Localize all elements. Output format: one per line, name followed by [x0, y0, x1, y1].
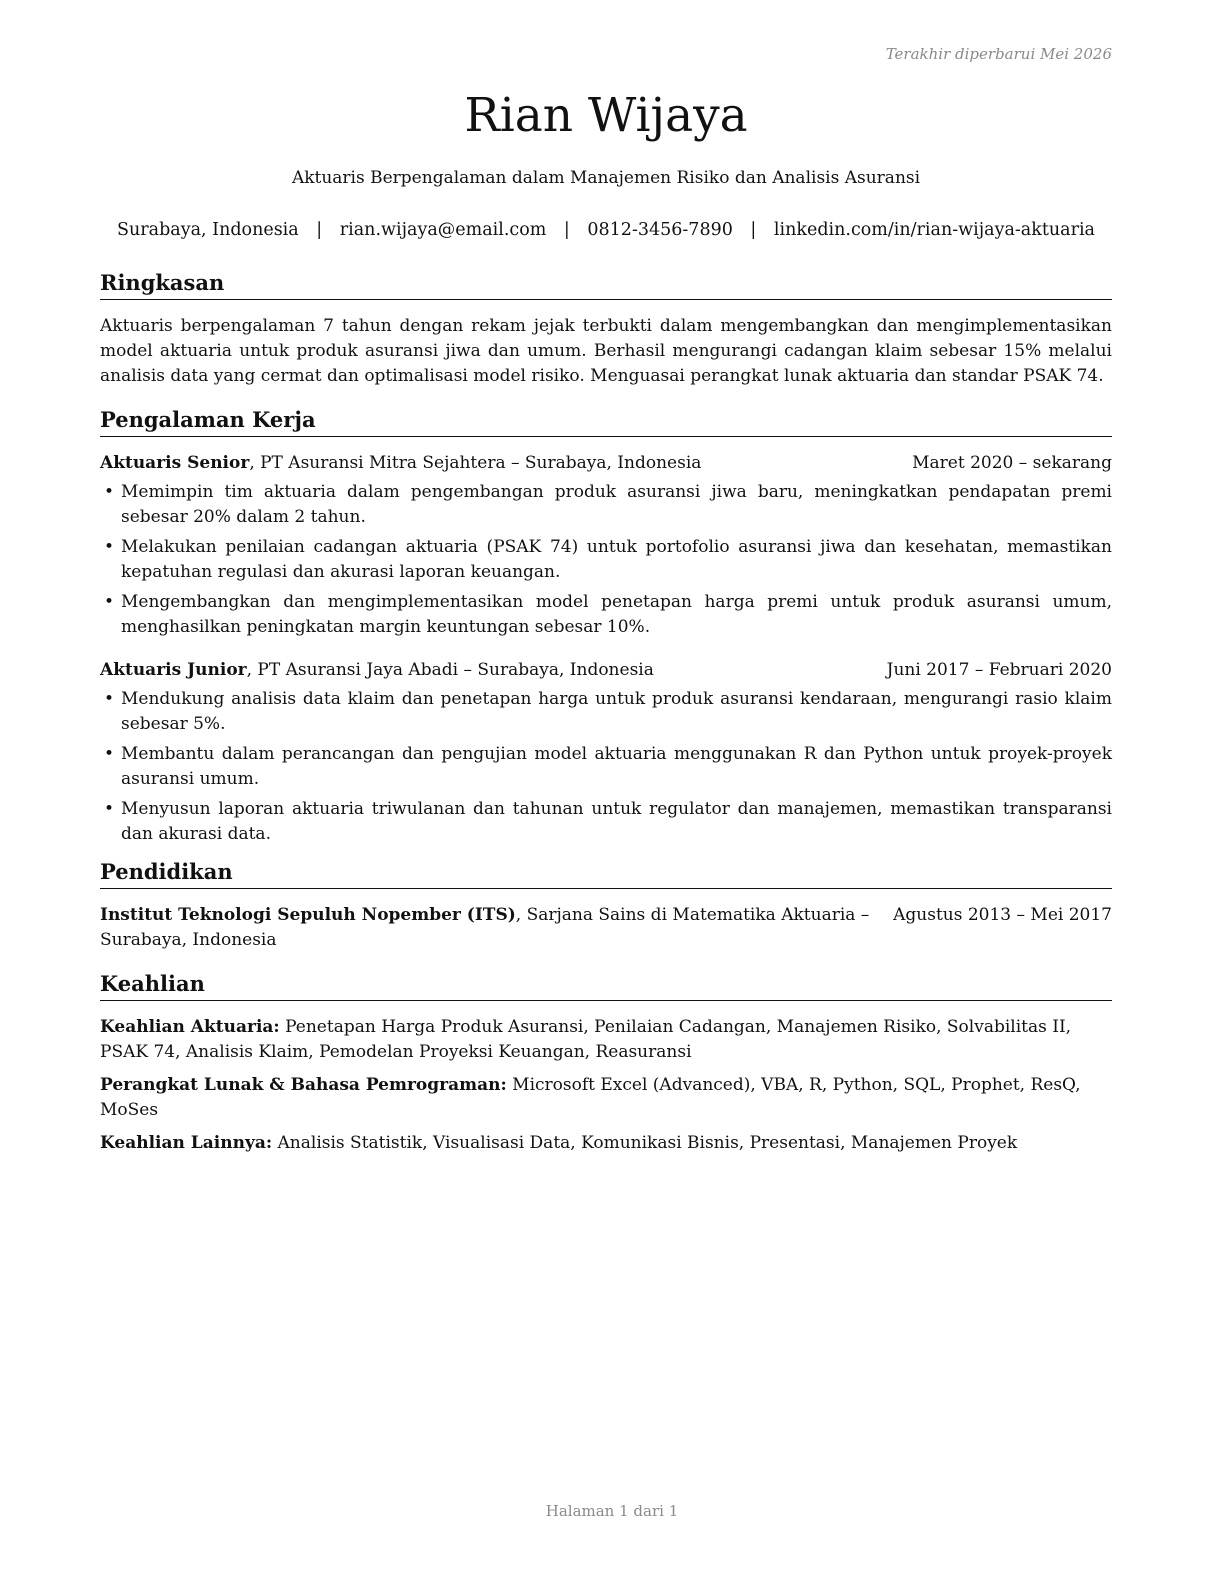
contact-line: [100, 220, 1112, 240]
skill-value: Penetapan Harga Produk Asuransi, Penilaian Cadangan, Manajemen Risiko, Solvabilitas II, PSAK 74, Analisis Klaim, Pemodelan Proyeksi Keuangan, Reasuransi: [100, 1017, 1072, 1062]
contact-separator: |: [563, 220, 570, 240]
job-dates: Maret 2020 – sekarang: [912, 453, 1112, 473]
skill-value: Analisis Statistik, Visualisasi Data, Komunikasi Bisnis, Presentasi, Manajemen Proyek: [272, 1133, 1018, 1153]
education-degree: , Sarjana Sains di Matematika Aktuaria – Surabaya, Indonesia: [100, 905, 870, 950]
skill-line: [100, 1131, 1112, 1156]
education-section: [100, 857, 1112, 953]
contact-separator: |: [750, 220, 757, 240]
page-number: Halaman 1 dari 1: [545, 1502, 679, 1520]
job-bullet: [100, 535, 1112, 585]
summary-section: [100, 268, 1112, 389]
skill-label: Perangkat Lunak & Bahasa Pemrograman:: [100, 1075, 507, 1095]
job-bullet: [100, 590, 1112, 640]
skill-value: Microsoft Excel (Advanced), VBA, R, Python, SQL, Prophet, ResQ, MoSes: [100, 1075, 1081, 1120]
job-bullet: [100, 797, 1112, 847]
job-dates: Juni 2017 – Februari 2020: [886, 660, 1112, 680]
resume-body: [100, 268, 1112, 1156]
last-updated-note: Terakhir diperbarui Mei 2026: [885, 45, 1112, 63]
skill-label: Keahlian Aktuaria:: [100, 1017, 280, 1037]
job-bullets: [100, 687, 1112, 847]
education-institution: Institut Teknologi Sepuluh Nopember (ITS): [100, 905, 516, 925]
job-bullet-text: Menyusun laporan aktuaria triwulanan dan tahunan untuk regulator dan manajemen, memastikan transparansi dan akurasi data.: [121, 799, 1112, 844]
skill-label: Keahlian Lainnya:: [100, 1133, 273, 1153]
contact-separator: |: [316, 220, 323, 240]
skill-line: [100, 1015, 1112, 1065]
job-header: [100, 451, 1112, 476]
section-title-skills: Keahlian: [100, 969, 1112, 1001]
job-bullet-text: Melakukan penilaian cadangan aktuaria (PSAK 74) untuk portofolio asuransi jiwa dan kesehatan, memastikan kepatuhan regulasi dan akurasi laporan keuangan.: [121, 537, 1112, 582]
resume-page: [100, 0, 1112, 1584]
job-bullet-text: Membantu dalam perancangan dan pengujian model aktuaria menggunakan R dan Python untuk proyek-proyek asuransi umum.: [121, 744, 1112, 789]
bullet-icon: •: [104, 744, 115, 764]
bullet-icon: •: [104, 799, 115, 819]
section-title-education: Pendidikan: [100, 857, 1112, 889]
contact-location: Surabaya, Indonesia: [117, 220, 299, 240]
job-bullet-text: Mendukung analisis data klaim dan penetapan harga untuk produk asuransi kendaraan, mengurangi rasio klaim sebesar 5%.: [121, 689, 1112, 734]
job-title-line: [100, 658, 654, 683]
education-detail: [100, 903, 880, 953]
job-title-line: [100, 451, 701, 476]
skill-line: [100, 1073, 1112, 1123]
bullet-icon: •: [104, 592, 115, 612]
headline: Aktuaris Berpengalaman dalam Manajemen Risiko dan Analisis Asuransi: [291, 168, 921, 188]
job-role: Aktuaris Senior: [100, 453, 250, 473]
bullet-icon: •: [104, 482, 115, 502]
job-role: Aktuaris Junior: [100, 660, 247, 680]
contact-email[interactable]: rian.wijaya@email.com: [339, 220, 547, 240]
job-bullet: [100, 742, 1112, 792]
job-bullet-text: Mengembangkan dan mengimplementasikan model penetapan harga premi untuk produk asuransi umum, menghasilkan peningkatan margin keuntungan sebesar 10%.: [121, 592, 1112, 637]
job-company: , PT Asuransi Jaya Abadi – Surabaya, Indonesia: [246, 660, 654, 680]
job-bullet: [100, 687, 1112, 737]
experience-section: [100, 405, 1112, 847]
job-bullets: [100, 480, 1112, 640]
contact-phone: 0812-3456-7890: [587, 220, 733, 240]
job-bullet: [100, 480, 1112, 530]
section-title-experience: Pengalaman Kerja: [100, 405, 1112, 437]
summary-text: Aktuaris berpengalaman 7 tahun dengan rekam jejak terbukti dalam mengembangkan dan mengimplementasikan model aktuaria untuk produk asuransi jiwa dan umum. Berhasil mengurangi cadangan klaim sebesar 15% melalui analisis data yang cermat dan optimalisasi model risiko. Menguasai perangkat lunak aktuaria dan standar PSAK 74.: [100, 316, 1112, 386]
bullet-icon: •: [104, 537, 115, 557]
candidate-name: Rian Wijaya: [464, 88, 748, 143]
job-header: [100, 658, 1112, 683]
job-entry: [100, 451, 1112, 640]
bullet-icon: •: [104, 689, 115, 709]
skills-section: [100, 969, 1112, 1156]
job-entry: [100, 658, 1112, 847]
section-title-summary: Ringkasan: [100, 268, 1112, 300]
education-entry: [100, 903, 1112, 953]
contact-linkedin[interactable]: linkedin.com/in/rian-wijaya-aktuaria: [773, 220, 1095, 240]
job-bullet-text: Memimpin tim aktuaria dalam pengembangan produk asuransi jiwa baru, meningkatkan pendapatan premi sebesar 20% dalam 2 tahun.: [121, 482, 1112, 527]
education-dates: Agustus 2013 – Mei 2017: [893, 905, 1112, 925]
job-company: , PT Asuransi Mitra Sejahtera – Surabaya, Indonesia: [249, 453, 702, 473]
